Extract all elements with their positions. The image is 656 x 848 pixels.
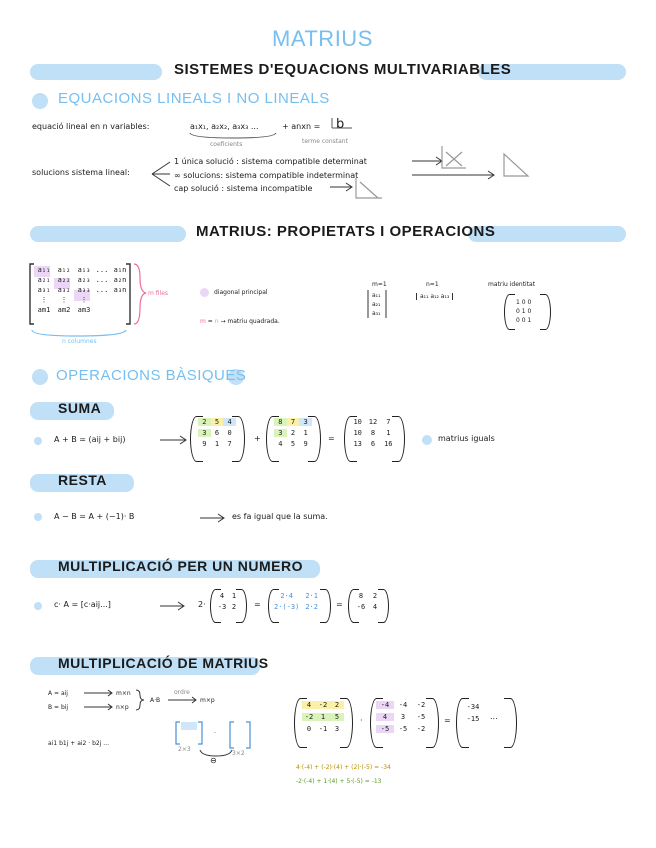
- bullet-dot: [34, 437, 42, 445]
- mult-num-label: MULTIPLICACIÓ PER UN NUMERO: [58, 558, 304, 574]
- ident-row: 0 1 0: [516, 308, 532, 315]
- matrix-cell: ⋮: [80, 296, 88, 304]
- paren: [378, 589, 389, 623]
- dim-circle: ⊖: [210, 756, 217, 765]
- suma-matrix-result: [350, 418, 396, 448]
- eq-terms: a₁x₁, a₂x₂, a₃x₃ ...: [190, 122, 259, 131]
- ident-label: matriu identitat: [488, 281, 536, 288]
- matrix-cell: -2: [302, 713, 316, 721]
- matrix-cell: -2: [316, 701, 330, 709]
- matrix-cell: 9: [303, 440, 308, 448]
- suma-eq: =: [328, 434, 335, 443]
- eq-b: b: [336, 117, 345, 132]
- mult-num-k: 2·: [198, 600, 206, 609]
- matrix-cell: 2·(-3): [274, 603, 300, 611]
- resta-label: RESTA: [58, 472, 107, 488]
- subtitle: SISTEMES D'EQUACIONS MULTIVARIABLES: [174, 61, 512, 78]
- matrix-cell: a₁n: [113, 266, 127, 274]
- matrix-cell: 5: [330, 713, 344, 721]
- brace-coef: [188, 132, 278, 142]
- matrix-cell: 7: [386, 418, 391, 426]
- matrix-cell: am3: [77, 306, 91, 314]
- bullet-dot: [32, 369, 48, 385]
- eq-label: equació lineal en n variables:: [32, 122, 150, 131]
- square-m: m: [200, 318, 206, 325]
- sol-opt3: cap solució : sistema incompatible: [174, 184, 313, 193]
- resta-note: es fa igual que la suma.: [232, 512, 328, 521]
- square-tail: → matriu quadrada.: [220, 318, 280, 325]
- matrix-cell: 0: [227, 429, 232, 437]
- section-header-propietats: MATRIUS: PROPIETATS I OPERACIONS: [196, 223, 496, 240]
- section2-bar-left: [30, 226, 186, 242]
- mult-num-arrow: [160, 602, 190, 612]
- matrix-cell: -5: [376, 725, 394, 733]
- diag-label: diagonal principal: [214, 289, 268, 296]
- matrix-cell: 1: [386, 429, 391, 437]
- matrix-cell: -3: [217, 603, 227, 611]
- matrix-cell: 4: [278, 440, 283, 448]
- paren: [232, 416, 245, 462]
- b-box: [330, 114, 354, 134]
- matrix-cell: a₃n: [113, 286, 127, 294]
- matrix-cell: 2·2: [305, 603, 318, 611]
- matrix-cell: 2: [231, 603, 237, 611]
- ordre-label: ordre: [174, 689, 190, 696]
- eq-tail: + anxn =: [282, 122, 321, 131]
- square-eq: =: [207, 318, 213, 325]
- paren: [340, 698, 353, 748]
- a-def: A = aij: [48, 690, 68, 697]
- matrix-cell: 4: [376, 713, 394, 721]
- suma-formula: A + B = (aij + bij): [54, 435, 126, 444]
- coef-label: coeficients: [210, 141, 243, 148]
- paren: [320, 589, 331, 623]
- identity-matrix: [516, 298, 531, 325]
- col-val: a₁₁: [372, 292, 381, 299]
- row-vector: a₁₁ a₁₂ a₁₃: [416, 293, 453, 300]
- bullet-dot: [32, 93, 48, 109]
- matrix-cell: 10: [353, 418, 362, 426]
- matrix-cell: 0: [306, 725, 312, 733]
- matrix-cell: 2: [290, 429, 296, 437]
- matrix-cell: -15: [466, 715, 480, 723]
- matrix-cell: 2: [372, 592, 378, 600]
- matrix-cell: 6: [214, 429, 220, 437]
- sol-opt1: 1 única solució : sistema compatible determinat: [174, 157, 367, 166]
- b-def: B = bij: [48, 704, 69, 711]
- ident-paren-left: [504, 294, 515, 330]
- matrix-cell: a₁₁: [37, 266, 51, 274]
- col-val: a₃₁: [372, 310, 381, 317]
- matrix-cell: 2·1: [305, 592, 318, 600]
- suma-label: SUMA: [58, 400, 102, 416]
- n-columnes-label: n columnes: [62, 338, 97, 345]
- matrix-cell: 4: [372, 603, 378, 611]
- matrix-cell: 2: [330, 701, 344, 709]
- suma-note: matrius iguals: [438, 434, 495, 443]
- matrix-cell: 12: [368, 418, 378, 426]
- paren: [426, 698, 439, 748]
- suma-plus: +: [254, 434, 261, 443]
- section-header-operacions: OPERACIONS BÀSIQUES: [56, 367, 247, 384]
- col-label: m=1: [372, 281, 387, 288]
- paren: [236, 589, 247, 623]
- ident-row: 1 0 0: [516, 299, 532, 306]
- suma-arrow: [160, 436, 190, 446]
- square-n: n: [214, 318, 219, 325]
- paren: [392, 416, 405, 462]
- matrix-cell: 8: [358, 592, 364, 600]
- matrix-cell: a₃₃: [77, 286, 91, 294]
- matrix-cell: 8: [370, 429, 376, 437]
- calc-line-1: 4·(-4) + (-2)·(4) + (2)·(-5) = -34: [296, 764, 391, 771]
- page-title: MATRIUS: [272, 26, 373, 51]
- matrix-cell: 4: [302, 701, 316, 709]
- m-files-label: m files: [148, 290, 169, 297]
- matrix-cell: 1: [316, 713, 330, 721]
- matrix-cell: -1: [318, 725, 328, 733]
- matrix-cell: 9: [202, 440, 207, 448]
- mult-mat-label: MULTIPLICACIÓ DE MATRIUS: [58, 655, 269, 671]
- matrix-cell: 1: [303, 429, 308, 437]
- section-header-equacions: EQUACIONS LINEALS I NO LINEALS: [58, 90, 330, 107]
- matrix-cell: a₂₂: [57, 276, 71, 284]
- matrix-cell: 8: [274, 418, 287, 426]
- paren: [504, 698, 517, 748]
- matrix-cell: 6: [370, 440, 376, 448]
- paren: [308, 416, 321, 462]
- sol-arrows: [330, 150, 610, 210]
- matrix-cell: -4: [376, 701, 394, 709]
- matrix-cell: am1: [37, 306, 51, 314]
- row-label: n=1: [426, 281, 439, 288]
- bullet-dot: [34, 602, 42, 610]
- matrix-cell: -2: [416, 701, 426, 709]
- ident-row: 0 0 1: [516, 317, 532, 324]
- result-ellipsis: ...: [490, 712, 498, 721]
- matrix-cell: 3: [274, 429, 287, 437]
- matrix-cell: a₂₁: [37, 276, 51, 284]
- matrix-cell: 3: [299, 418, 312, 426]
- matrix-cell: ...: [95, 286, 109, 294]
- mult-mat-matrix-b: [376, 701, 430, 733]
- matrix-cell: 16: [384, 440, 393, 448]
- matrix-cell: -34: [466, 703, 480, 711]
- matrix-cell: ⋮: [40, 296, 48, 304]
- matrix-cell: a₂₃: [77, 276, 91, 284]
- general-matrix: [34, 266, 130, 314]
- a-dim: m×n: [116, 690, 131, 697]
- matrix-cell: am2: [57, 306, 71, 314]
- matrix-cell: ...: [95, 276, 109, 284]
- mult-eq: =: [444, 716, 451, 725]
- sol-opt2: ∞ solucions: sistema compatible indeterminat: [174, 171, 359, 180]
- result-dim: m×p: [200, 697, 215, 704]
- sum-formula: ai1 b1j + ai2 · b2j ...: [48, 740, 110, 747]
- matrix-cell: a₁₂: [57, 266, 71, 274]
- matrix-cell: 5: [211, 418, 224, 426]
- matrix-cell: a₁₃: [77, 266, 91, 274]
- col-val: a₂₁: [372, 301, 381, 308]
- matrix-cell: 13: [353, 440, 362, 448]
- matrix-cell: ⋮: [60, 296, 68, 304]
- mult-num-matrix-expanded: [274, 592, 324, 611]
- matrix-cell: 3: [334, 725, 340, 733]
- suma-matrix-a: [198, 418, 236, 448]
- ident-paren-right: [540, 294, 551, 330]
- col-vector: [372, 291, 381, 318]
- matrix-cell: -5: [398, 725, 408, 733]
- matrix-cell: -5: [416, 713, 426, 721]
- dim-dot: ·: [214, 730, 216, 737]
- matrix-cell: 1: [214, 440, 220, 448]
- dim-right: 3×2: [232, 750, 245, 757]
- b-dim: n×p: [116, 704, 129, 711]
- mult-mat-matrix-result: [462, 703, 484, 723]
- mult-num-formula: c· A = [c·aij...]: [54, 600, 111, 609]
- const-label: terme constant: [302, 138, 348, 145]
- matrix-cell: -4: [398, 701, 408, 709]
- mult-dot: ·: [360, 716, 363, 725]
- bullet-dot: [34, 513, 42, 521]
- square-label: [200, 318, 280, 325]
- resta-arrow: [200, 514, 230, 524]
- dim-diagram: [172, 718, 262, 770]
- calc-line-2: -2·(-4) + 1·(4) + 5·(-5) = -13: [296, 778, 382, 785]
- suma-matrix-b: [274, 418, 312, 448]
- bullet-dot: [422, 435, 432, 445]
- sol-label: solucions sistema lineal:: [32, 168, 130, 177]
- matrix-cell: 3: [400, 713, 406, 721]
- matrix-cell: 7: [287, 418, 300, 426]
- matrix-cell: a₂n: [113, 276, 127, 284]
- matrix-cell: a₃₁: [37, 286, 51, 294]
- matrix-cell: 2·4: [280, 592, 293, 600]
- matrix-cell: 4: [219, 592, 225, 600]
- matrix-cell: 7: [227, 440, 232, 448]
- matrix-cell: 1: [231, 592, 237, 600]
- matrix-cell: -6: [356, 603, 366, 611]
- ab-label: A·B: [150, 697, 161, 704]
- matrix-cell: 3: [198, 429, 211, 437]
- matrix-cell: -2: [416, 725, 426, 733]
- matrix-cell: 5: [290, 440, 296, 448]
- matrix-cell: a₃₂: [57, 286, 71, 294]
- matrix-cell: 2: [198, 418, 211, 426]
- matrix-cell: 4: [223, 418, 236, 426]
- sol-branches: [150, 158, 174, 194]
- matrix-cell: 10: [353, 429, 362, 437]
- diag-dot: [200, 288, 209, 297]
- mult-num-eq: =: [336, 600, 343, 609]
- mult-mat-matrix-a: [302, 701, 344, 733]
- mult-num-eq: =: [254, 600, 261, 609]
- dim-left: 2×3: [178, 746, 191, 753]
- matrix-cell: ...: [95, 266, 109, 274]
- subtitle-bar-left: [30, 64, 162, 80]
- resta-formula: A − B = A + (−1)· B: [54, 512, 135, 521]
